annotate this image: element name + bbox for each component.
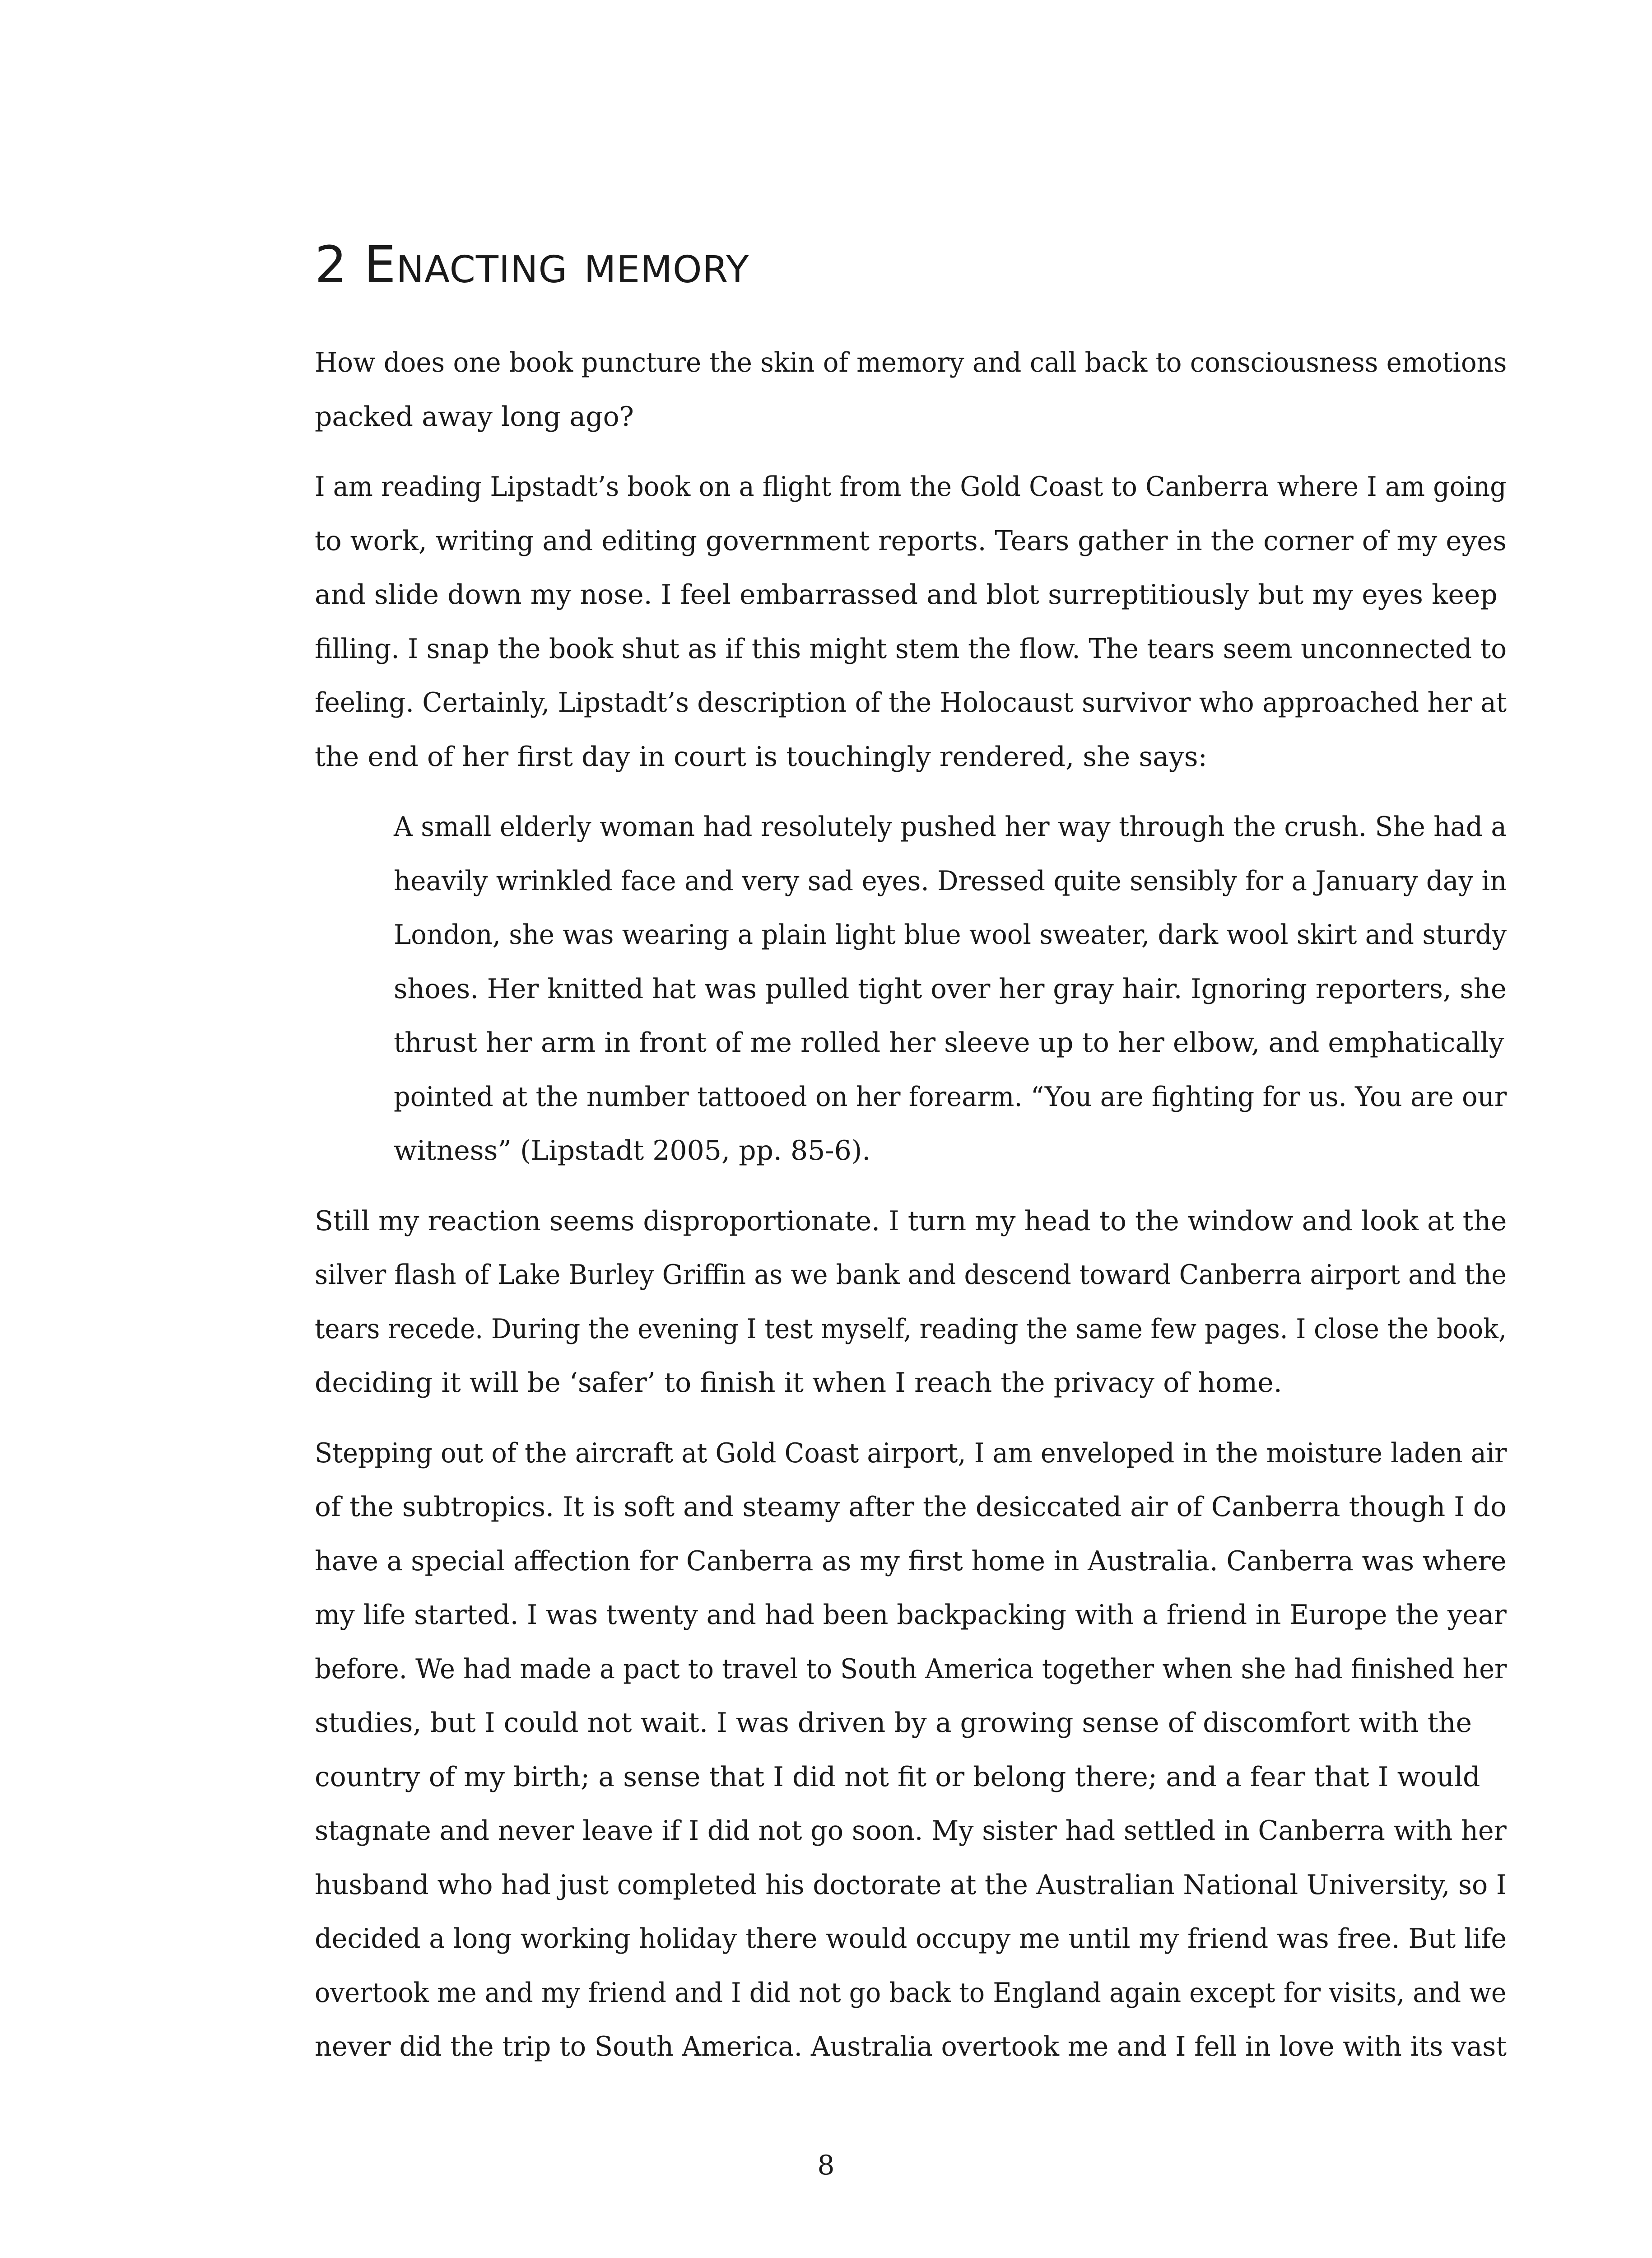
quote-line: pointed at the number tattooed on her forearm. “You are fighting for us. You are our (394, 1081, 1507, 1113)
paragraph (315, 460, 1507, 784)
text-line: overtook me and my friend and I did not go back to England again except for visits, and we (315, 1977, 1507, 2009)
text-line: to work, writing and editing government reports. Tears gather in the corner of my eyes (315, 525, 1507, 557)
chapter-number: 2 (315, 236, 348, 294)
paragraph (315, 1427, 1507, 2074)
text-line: Still my reaction seems disproportionate. I turn my head to the window and look at the (315, 1205, 1507, 1237)
heading-initial: E (363, 236, 396, 294)
text-line: have a special affection for Canberra as my first home in Australia. Canberra was where (315, 1545, 1507, 1577)
text-line: How does one book puncture the skin of memory and call back to consciousness emotions (315, 347, 1507, 378)
quote-line: shoes. Her knitted hat was pulled tight over her gray hair. Ignoring reporters, she (394, 973, 1507, 1005)
text-line: I am reading Lipstadt’s book on a flight from the Gold Coast to Canberra where I am going (315, 471, 1507, 503)
text-line: before. We had made a pact to travel to South America together when she had finished her (315, 1653, 1507, 1685)
text-line: of the subtropics. It is soft and steamy after the desiccated air of Canberra though I do (315, 1491, 1507, 1523)
text-line: the end of her first day in court is touchingly rendered, she says: (315, 741, 1207, 773)
text-line: packed away long ago? (315, 401, 634, 433)
text-line: decided a long working holiday there would occupy me until my friend was free. But life (315, 1923, 1507, 1955)
text-line: country of my birth; a sense that I did not fit or belong there; and a fear that I would (315, 1761, 1480, 1793)
text-line: stagnate and never leave if I did not go soon. My sister had settled in Canberra with her (315, 1815, 1507, 1847)
text-line: studies, but I could not wait. I was driven by a growing sense of discomfort with the (315, 1707, 1472, 1739)
paragraph (315, 1194, 1507, 1410)
quote-line: heavily wrinkled face and very sad eyes. Dressed quite sensibly for a January day in (394, 865, 1507, 897)
quote-line: A small elderly woman had resolutely pushed her way through the crush. She had a (394, 811, 1507, 843)
text-line: feeling. Certainly, Lipstadt’s description of the Holocaust survivor who approached her at (315, 687, 1507, 718)
heading-word-two: MEMORY (584, 248, 749, 291)
text-line: filling. I snap the book shut as if this might stem the flow. The tears seem unconnected to (315, 633, 1507, 665)
text-line: Stepping out of the aircraft at Gold Coast airport, I am enveloped in the moisture laden air (315, 1437, 1507, 1469)
text-line: deciding it will be ‘safer’ to finish it when I reach the privacy of home. (315, 1367, 1282, 1399)
text-line: never did the trip to South America. Australia overtook me and I fell in love with its vast (315, 2031, 1507, 2062)
text-line: tears recede. During the evening I test myself, reading the same few pages. I close the book, (315, 1313, 1507, 1345)
text-line: and slide down my nose. I feel embarrassed and blot surreptitiously but my eyes keep (315, 579, 1498, 611)
quote-line: witness” (Lipstadt 2005, pp. 85-6). (394, 1135, 871, 1166)
heading-word-rest: NACTING (396, 248, 568, 291)
page-number: 8 (817, 2150, 835, 2181)
paragraph (315, 336, 1507, 444)
chapter-heading (315, 236, 749, 294)
text-line: husband who had just completed his doctorate at the Australian National University, so I (315, 1869, 1507, 1901)
text-line: my life started. I was twenty and had been backpacking with a friend in Europe the year (315, 1599, 1507, 1631)
block-quote (394, 800, 1507, 1178)
body-text (315, 336, 1507, 2090)
text-line: silver flash of Lake Burley Griffin as we bank and descend toward Canberra airport and the (315, 1259, 1507, 1291)
quote-line: thrust her arm in front of me rolled her sleeve up to her elbow, and emphatically (394, 1027, 1504, 1059)
quote-line: London, she was wearing a plain light blue wool sweater, dark wool skirt and sturdy (394, 919, 1507, 951)
